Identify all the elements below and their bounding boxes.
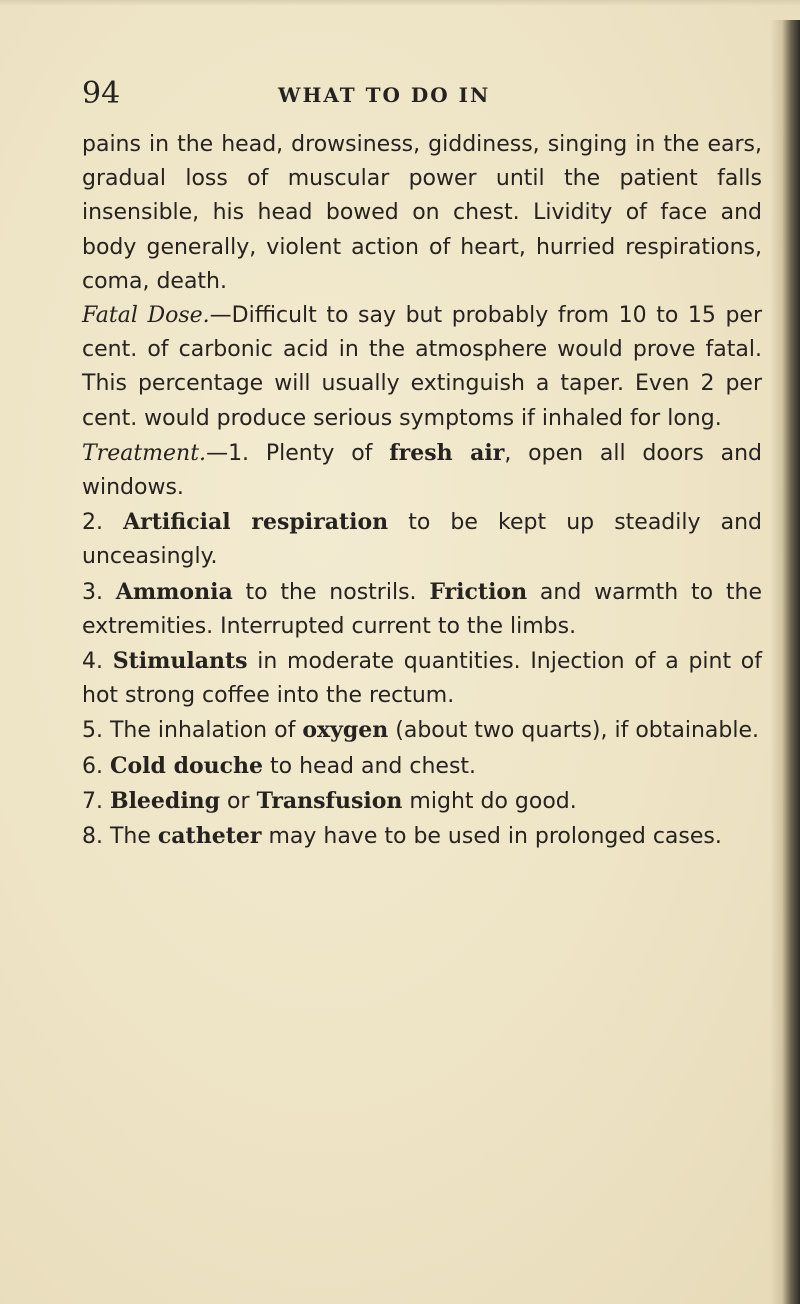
page-top-edge bbox=[0, 0, 800, 6]
body-text bbox=[82, 128, 762, 854]
treatment-item-3: 3. Ammonia to the nostrils. Friction and warmth to the extremities. Interrupted current to the limbs. bbox=[82, 578, 763, 639]
treatment-item-2: 2. Artificial respiration to be kept up steadily and unceasingly. bbox=[82, 509, 763, 570]
symptoms-paragraph: pains in the head, drowsiness, giddiness, singing in the ears, gradual loss of muscular power until the patient falls insensible, his head bowed on chest. Lividity of face and body generally, violent action of heart, hurried respirations, coma, death. bbox=[82, 132, 762, 294]
treatment-item-1: Treatment.—1. Plenty of fresh air, open all doors and windows. bbox=[82, 439, 762, 501]
page-number: 94 bbox=[82, 76, 121, 111]
treatment-item-6: 6. Cold douche to head and chest. bbox=[82, 752, 477, 779]
treatment-item-4: 4. Stimulants in moderate quantities. Injection of a pint of hot strong coffee into the rectum. bbox=[82, 648, 763, 709]
page-binding-edge bbox=[770, 20, 800, 1304]
running-head: WHAT TO DO IN bbox=[278, 83, 491, 107]
treatment-item-7: 7. Bleeding or Transfusion might do good. bbox=[82, 787, 577, 814]
treatment-item-5: 5. The inhalation of oxygen (about two quarts), if obtainable. bbox=[82, 717, 759, 744]
treatment-item-8: 8. The catheter may have to be used in prolonged cases. bbox=[82, 823, 722, 850]
fatal-dose-label: Fatal Dose. bbox=[82, 303, 210, 329]
fatal-dose-paragraph: Fatal Dose.—Difficult to say but probably from 10 to 15 per cent. of carbonic acid in the atmosphere would prove fatal. This percentage will usually extinguish a taper. Even 2 per cent. would produce serious symptoms if inhaled for long. bbox=[82, 303, 763, 431]
treatment-label: Treatment. bbox=[82, 440, 207, 466]
page-header bbox=[82, 76, 762, 116]
